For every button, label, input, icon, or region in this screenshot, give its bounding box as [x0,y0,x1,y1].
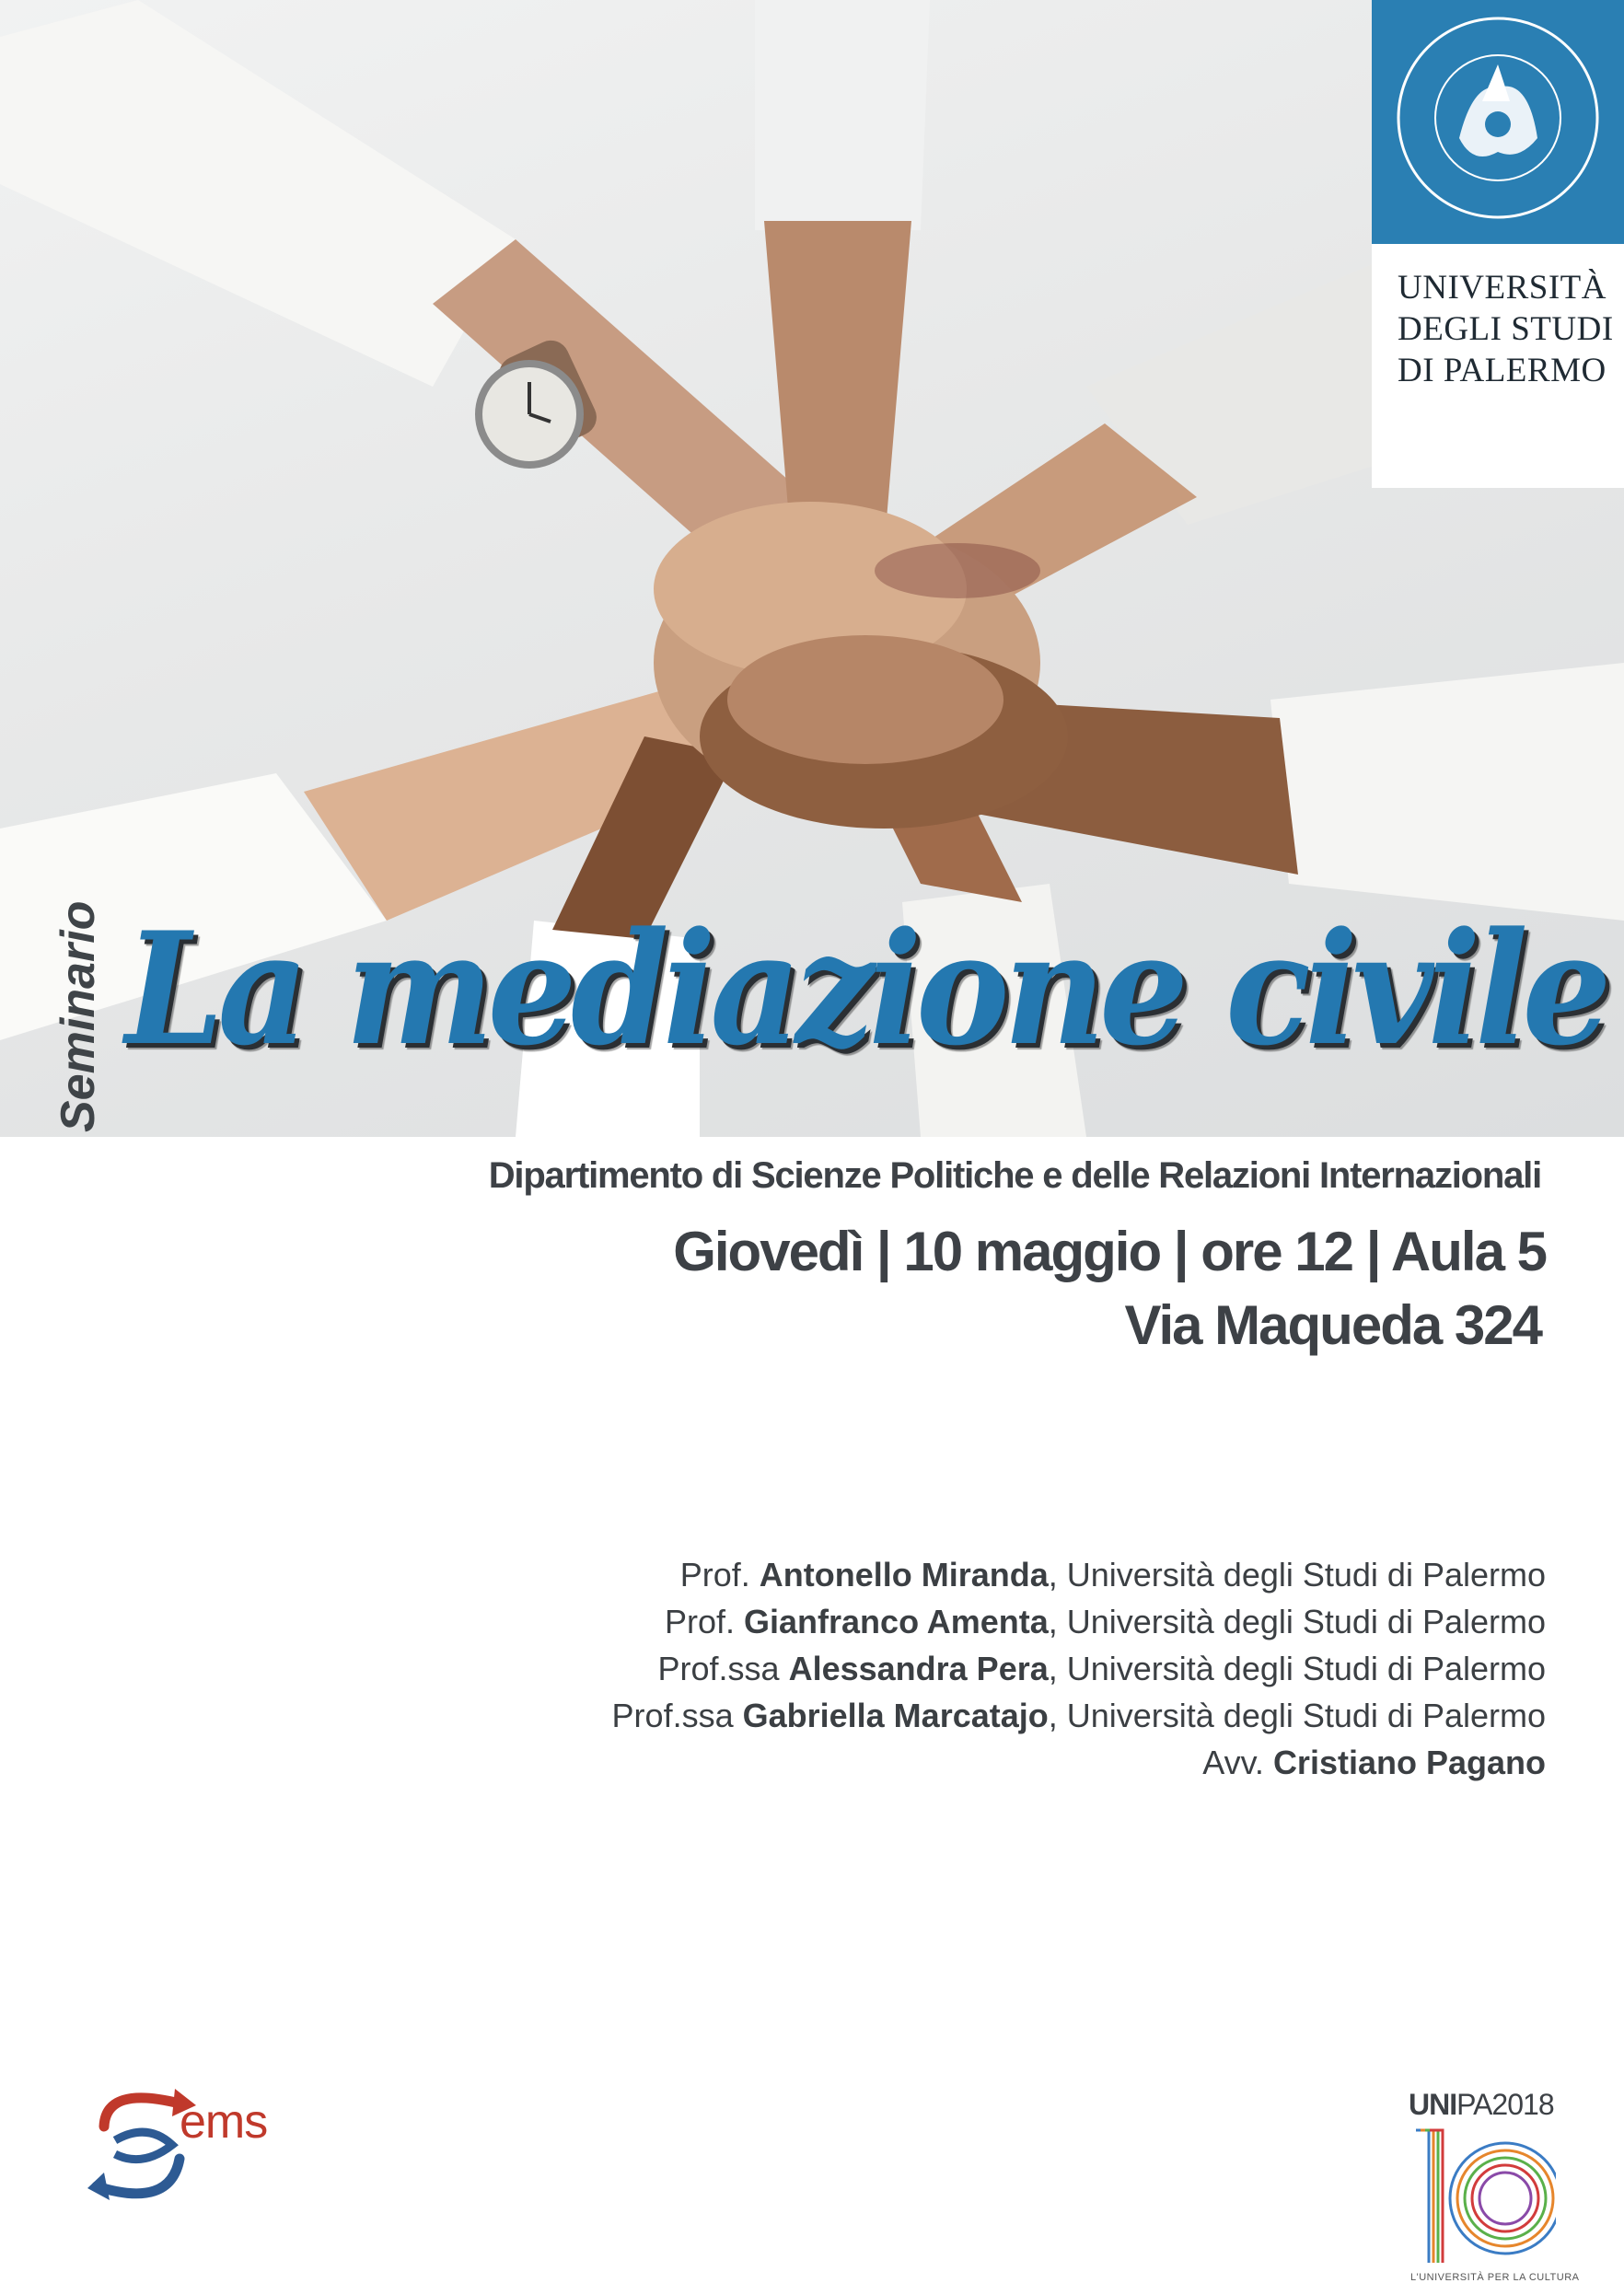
event-date-time: Giovedì | 10 maggio | ore 12 | Aula 5 [673,1221,1546,1282]
speaker-item [612,1598,1546,1645]
speaker-item [612,1692,1546,1739]
unipa-logo-title [1409,2088,1554,2122]
speaker-name: Antonello Miranda [759,1556,1049,1593]
unipa-brand-bold: UNI [1409,2088,1457,2121]
speaker-affiliation: , Università degli Studi di Palermo [1048,1603,1546,1640]
department-name: Dipartimento di Scienze Politiche e delle Relazioni Internazionali [488,1155,1541,1196]
university-name [1398,267,1618,391]
speaker-title: Prof. [679,1556,750,1593]
unipa-brand-light: PA2018 [1456,2088,1554,2121]
speaker-name: Alessandra Pera [788,1650,1049,1687]
speaker-item [612,1645,1546,1692]
speaker-affiliation: , Università degli Studi di Palermo [1048,1650,1546,1687]
speaker-name: Gabriella Marcatajo [742,1697,1049,1734]
ems-logo-text: ems [180,2095,268,2149]
speaker-title: Avv. [1202,1744,1264,1781]
speaker-title: Prof. [664,1603,735,1640]
speaker-name: Cristiano Pagano [1272,1744,1546,1781]
university-logo [1372,0,1624,488]
speaker-affiliation: , Università degli Studi di Palermo [1048,1697,1546,1734]
seminar-title: La mediazione civile [125,898,1606,1080]
speaker-title: Prof.ssa [611,1697,734,1734]
speaker-title: Prof.ssa [657,1650,780,1687]
speaker-name: Gianfranco Amenta [744,1603,1049,1640]
ems-logo [87,2076,308,2214]
unipa-tagline: L'UNIVERSITÀ PER LA CULTURA [1410,2272,1580,2283]
speakers-list [612,1551,1546,1786]
university-name-line: DEGLI STUDI [1398,310,1614,348]
unipa-number-graphic [1409,2125,1556,2272]
university-name-line: UNIVERSITÀ [1398,269,1607,307]
speaker-item [612,1739,1546,1786]
speaker-item [612,1551,1546,1598]
unipa-2018-logo [1409,2088,1580,2283]
title-kicker: Seminario [52,900,105,1132]
university-seal [1372,0,1624,244]
event-address: Via Maqueda 324 [1124,1294,1541,1356]
university-name-line: DI PALERMO [1398,352,1607,389]
speaker-affiliation: , Università degli Studi di Palermo [1048,1556,1546,1593]
